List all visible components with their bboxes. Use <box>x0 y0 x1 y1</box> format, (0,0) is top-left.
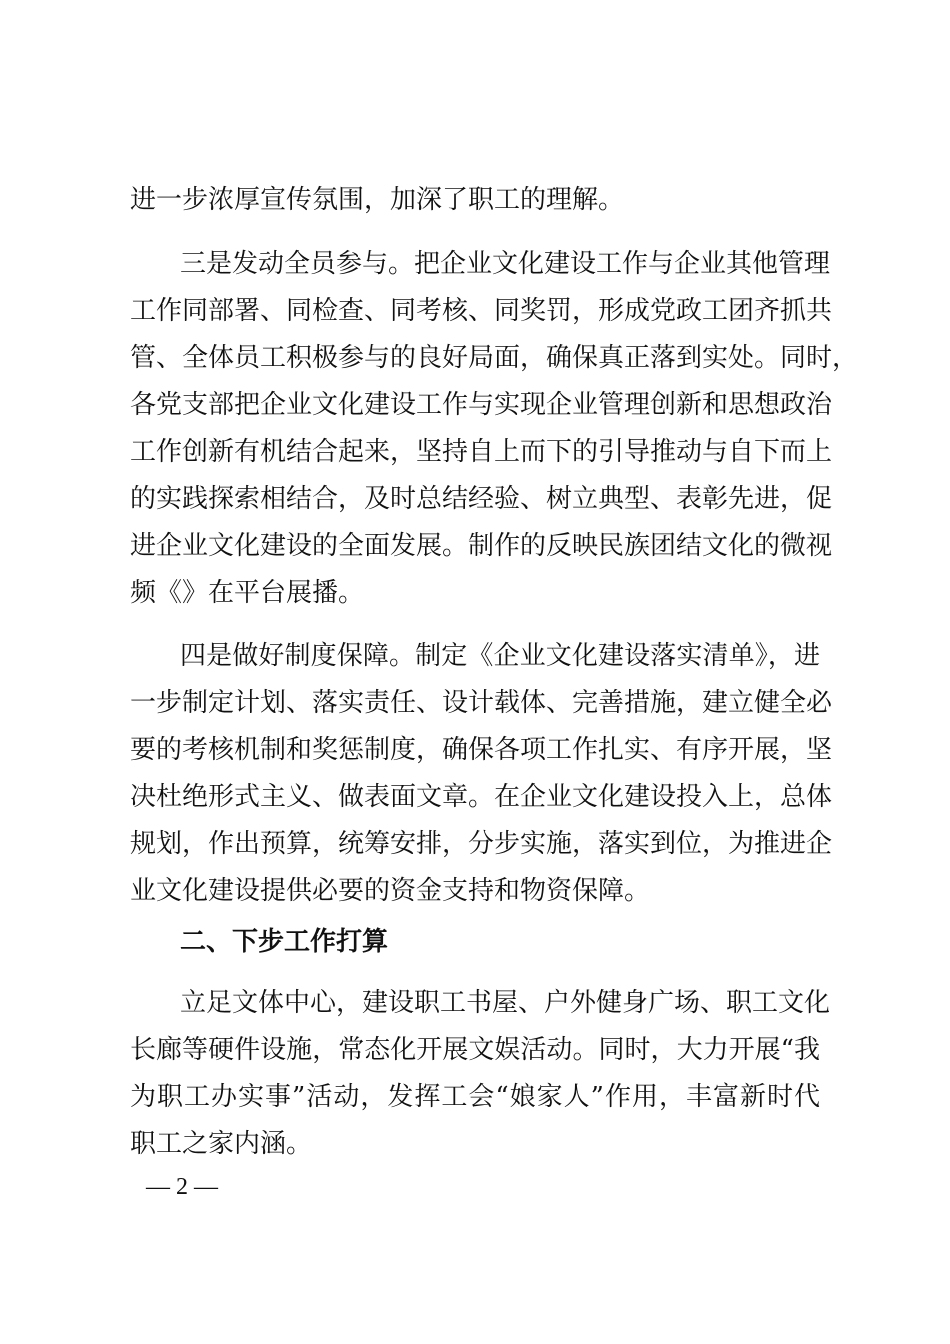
paragraph-2-line-4: 各党支部把企业文化建设工作与实现企业管理创新和思想政治 <box>130 390 833 420</box>
paragraph-4-line-1: 立足文体中心，建设职工书屋、户外健身广场、职工文化 <box>180 988 831 1018</box>
paragraph-2-line-3: 管、全体员工积极参与的良好局面，确保真正落到实处。同时， <box>130 343 859 373</box>
paragraph-3-line-2: 一步制定计划、落实责任、设计载体、完善措施，建立健全必 <box>130 688 833 718</box>
paragraph-2-line-6: 的实践探索相结合，及时总结经验、树立典型、表彰先进，促 <box>130 484 833 514</box>
paragraph-2-line-8: 频《》在平台展播。 <box>130 578 365 608</box>
paragraph-1-line-1: 进一步浓厚宣传氛围，加深了职工的理解。 <box>130 185 625 215</box>
paragraph-4-line-4: 职工之家内涵。 <box>130 1129 313 1159</box>
page-number: — 2 — <box>146 1174 218 1200</box>
paragraph-3-line-6: 业文化建设提供必要的资金支持和物资保障。 <box>130 876 651 906</box>
paragraph-3-line-1: 四是做好制度保障。制定《企业文化建设落实清单》，进 <box>180 641 820 671</box>
paragraph-2-line-5: 工作创新有机结合起来，坚持自上而下的引导推动与自下而上 <box>130 437 833 467</box>
paragraph-3-line-5: 规划，作出预算，统筹安排，分步实施，落实到位，为推进企 <box>130 829 833 859</box>
section-heading: 二、下步工作打算 <box>180 927 389 957</box>
paragraph-3-line-3: 要的考核机制和奖惩制度，确保各项工作扎实、有序开展，坚 <box>130 735 833 765</box>
paragraph-3-line-4: 决杜绝形式主义、做表面文章。在企业文化建设投入上，总体 <box>130 782 833 812</box>
paragraph-2-line-2: 工作同部署、同检查、同考核、同奖罚，形成党政工团齐抓共 <box>130 296 833 326</box>
paragraph-2-line-1: 三是发动全员参与。把企业文化建设工作与企业其他管理 <box>180 249 831 279</box>
paragraph-4-line-3: 为职工办实事”活动，发挥工会“娘家人”作用，丰富新时代 <box>130 1082 820 1112</box>
paragraph-2-line-7: 进企业文化建设的全面发展。制作的反映民族团结文化的微视 <box>130 531 833 561</box>
paragraph-4-line-2: 长廊等硬件设施，常态化开展文娱活动。同时，大力开展“我 <box>130 1035 820 1065</box>
